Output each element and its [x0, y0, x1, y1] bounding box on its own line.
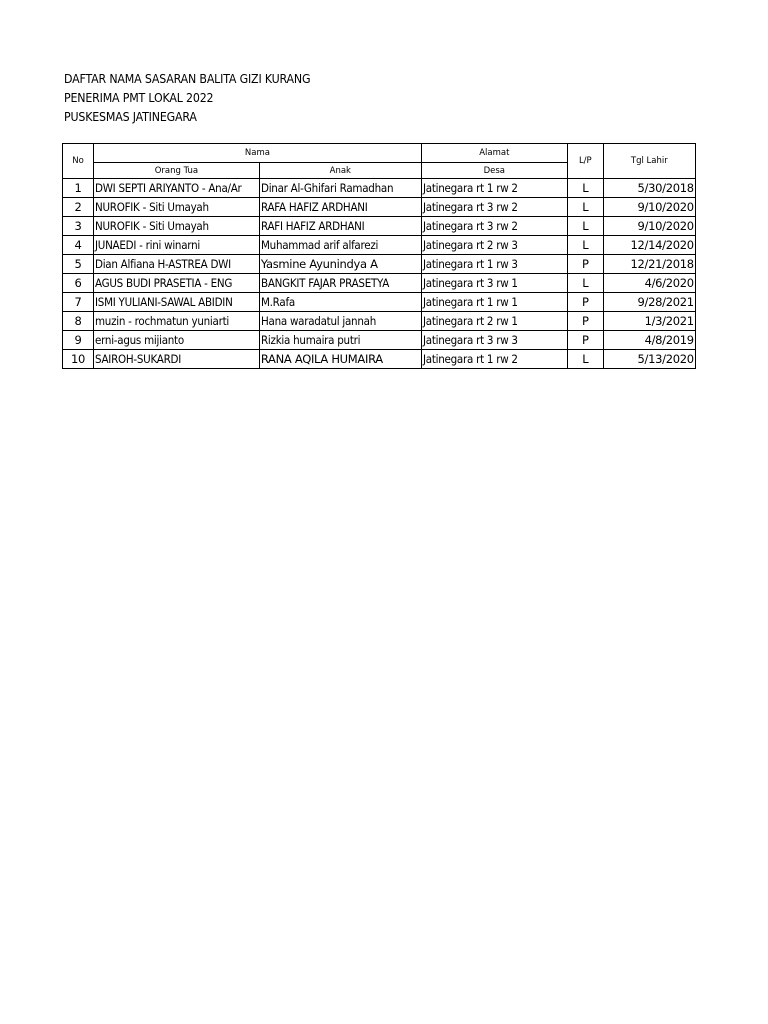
cell-tgl-lahir: 12/21/2018 — [603, 255, 695, 274]
cell-no: 10 — [63, 350, 94, 369]
cell-tgl-lahir: 12/14/2020 — [603, 236, 695, 255]
cell-desa: Jatinegara rt 3 rw 2 — [421, 217, 567, 236]
table-row — [63, 179, 696, 198]
cell-lp: L — [567, 179, 603, 198]
cell-orang-tua: Dian Alfiana H-ASTREA DWI — [94, 255, 260, 274]
cell-desa: Jatinegara rt 2 rw 3 — [421, 236, 567, 255]
cell-anak: Dinar Al-Ghifari Ramadhan — [259, 179, 421, 198]
column-header-anak: Anak — [259, 163, 421, 179]
cell-lp: L — [567, 217, 603, 236]
cell-lp: L — [567, 198, 603, 217]
cell-lp: P — [567, 312, 603, 331]
cell-anak: Yasmine Ayunindya A — [259, 255, 421, 274]
cell-tgl-lahir: 1/3/2021 — [603, 312, 695, 331]
cell-orang-tua: ISMI YULIANI-SAWAL ABIDIN — [94, 293, 260, 312]
cell-orang-tua: DWI SEPTI ARIYANTO - Ana/Ar — [94, 179, 260, 198]
table-row — [63, 274, 696, 293]
cell-orang-tua: SAIROH-SUKARDI — [94, 350, 260, 369]
column-header-orang-tua: Orang Tua — [94, 163, 260, 179]
cell-lp: P — [567, 255, 603, 274]
cell-desa: Jatinegara rt 3 rw 1 — [421, 274, 567, 293]
cell-tgl-lahir: 9/28/2021 — [603, 293, 695, 312]
column-header-alamat: Alamat — [421, 144, 567, 163]
cell-desa: Jatinegara rt 1 rw 3 — [421, 255, 567, 274]
cell-no: 4 — [63, 236, 94, 255]
cell-anak: Hana waradatul jannah — [259, 312, 421, 331]
cell-orang-tua: erni-agus mijianto — [94, 331, 260, 350]
column-header-nama: Nama — [94, 144, 422, 163]
cell-anak: RAFA HAFIZ ARDHANI — [259, 198, 421, 217]
cell-tgl-lahir: 9/10/2020 — [603, 198, 695, 217]
cell-no: 2 — [63, 198, 94, 217]
table-row — [63, 350, 696, 369]
cell-anak: M.Rafa — [259, 293, 421, 312]
cell-orang-tua: NUROFIK - Siti Umayah — [94, 198, 260, 217]
column-header-tgl-lahir: Tgl Lahir — [603, 144, 695, 179]
cell-desa: Jatinegara rt 1 rw 2 — [421, 179, 567, 198]
cell-lp: L — [567, 274, 603, 293]
cell-tgl-lahir: 4/8/2019 — [603, 331, 695, 350]
cell-desa: Jatinegara rt 3 rw 3 — [421, 331, 567, 350]
cell-tgl-lahir: 9/10/2020 — [603, 217, 695, 236]
cell-desa: Jatinegara rt 2 rw 1 — [421, 312, 567, 331]
cell-anak: RAFI HAFIZ ARDHANI — [259, 217, 421, 236]
cell-orang-tua: JUNAEDI - rini winarni — [94, 236, 260, 255]
cell-desa: Jatinegara rt 1 rw 2 — [421, 350, 567, 369]
document-title: DAFTAR NAMA SASARAN BALITA GIZI KURANG — [64, 72, 311, 86]
cell-no: 8 — [63, 312, 94, 331]
organization-name: PUSKESMAS JATINEGARA — [64, 110, 197, 124]
table-row — [63, 312, 696, 331]
cell-desa: Jatinegara rt 3 rw 2 — [421, 198, 567, 217]
table-row — [63, 236, 696, 255]
cell-lp: L — [567, 236, 603, 255]
cell-no: 6 — [63, 274, 94, 293]
cell-no: 3 — [63, 217, 94, 236]
cell-no: 9 — [63, 331, 94, 350]
cell-anak: Rizkia humaira putri — [259, 331, 421, 350]
cell-desa: Jatinegara rt 1 rw 1 — [421, 293, 567, 312]
cell-tgl-lahir: 5/13/2020 — [603, 350, 695, 369]
cell-no: 7 — [63, 293, 94, 312]
cell-lp: L — [567, 350, 603, 369]
recipient-table — [62, 143, 696, 369]
column-header-lp: L/P — [567, 144, 603, 179]
cell-orang-tua: NUROFIK - Siti Umayah — [94, 217, 260, 236]
table-row — [63, 331, 696, 350]
cell-anak: BANGKIT FAJAR PRASETYA — [259, 274, 421, 293]
table-row — [63, 217, 696, 236]
cell-no: 1 — [63, 179, 94, 198]
column-header-no: No — [63, 144, 94, 179]
table-row — [63, 255, 696, 274]
cell-orang-tua: muzin - rochmatun yuniarti — [94, 312, 260, 331]
column-header-desa: Desa — [421, 163, 567, 179]
cell-anak: RANA AQILA HUMAIRA — [259, 350, 421, 369]
cell-lp: P — [567, 331, 603, 350]
cell-anak: Muhammad arif alfarezi — [259, 236, 421, 255]
cell-tgl-lahir: 4/6/2020 — [603, 274, 695, 293]
cell-lp: P — [567, 293, 603, 312]
table-row — [63, 293, 696, 312]
cell-no: 5 — [63, 255, 94, 274]
document-header — [64, 70, 310, 127]
cell-tgl-lahir: 5/30/2018 — [603, 179, 695, 198]
cell-orang-tua: AGUS BUDI PRASETIA - ENG — [94, 274, 260, 293]
table-row — [63, 198, 696, 217]
document-subtitle: PENERIMA PMT LOKAL 2022 — [64, 91, 214, 105]
